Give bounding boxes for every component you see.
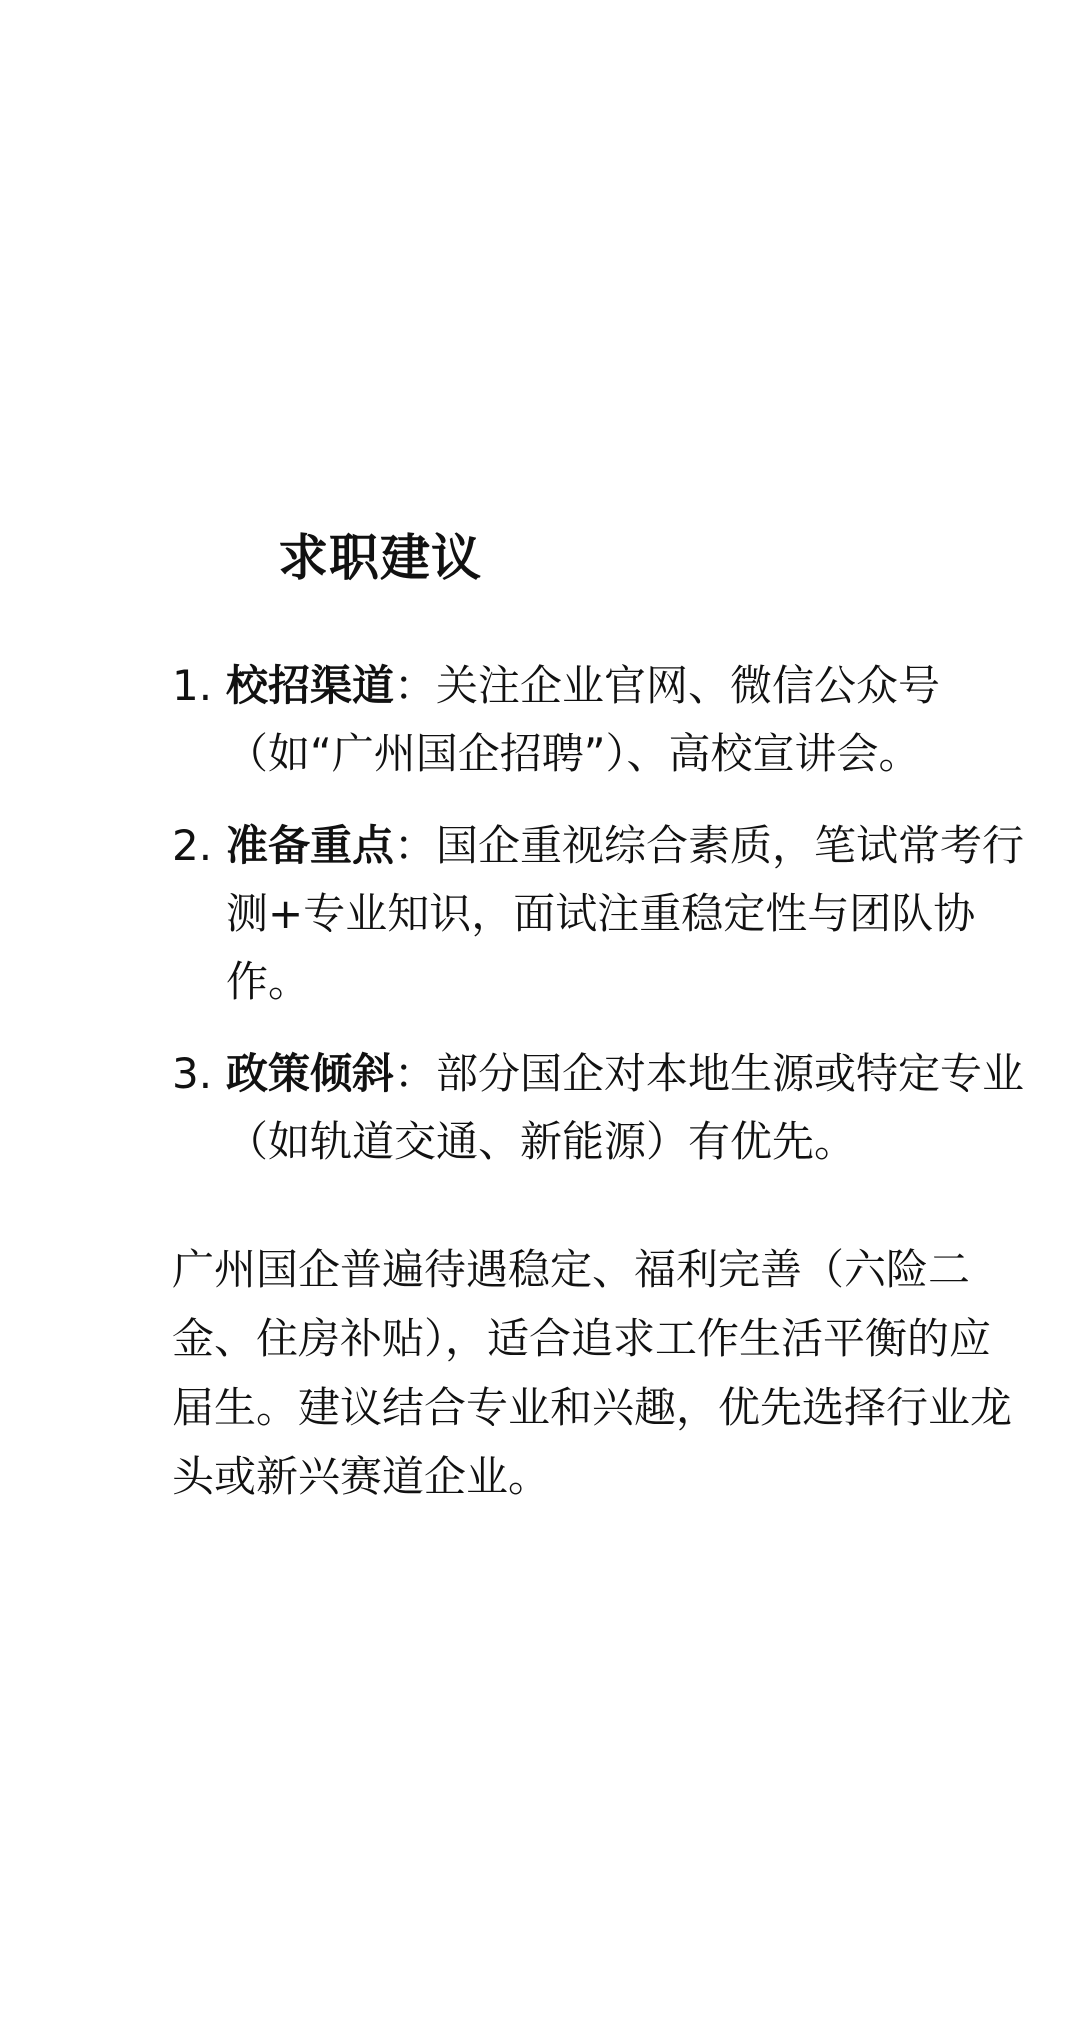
item-title: 准备重点 <box>226 821 395 870</box>
advice-item-2 <box>172 812 1032 1016</box>
summary-paragraph: 广州国企普遍待遇稳定、福利完善（六险二金、住房补贴），适合追求工作生活平衡的应届生。建议结合专业和兴趣，优先选择行业龙头或新兴赛道企业。 <box>172 1245 1013 1501</box>
item-colon: ： <box>394 821 437 870</box>
item-text: 部分国企对本地生源或特定专业（如轨道交通、新能源）有优先。 <box>226 1049 1025 1166</box>
item-colon: ： <box>394 1049 437 1098</box>
item-number: 2. <box>172 821 213 870</box>
advice-item-3 <box>172 1040 1032 1176</box>
item-colon: ： <box>394 661 437 710</box>
item-title: 政策倾斜 <box>226 1049 395 1098</box>
item-text: 关注企业官网、微信公众号（如“广州国企招聘”）、高校宣讲会。 <box>226 661 941 778</box>
item-number: 1. <box>172 661 213 710</box>
advice-list <box>172 652 1032 1200</box>
section-heading: 求职建议 <box>278 529 482 587</box>
item-number: 3. <box>172 1049 213 1098</box>
item-text: 国企重视综合素质，笔试常考行测+专业知识，面试注重稳定性与团队协作。 <box>226 821 1025 1006</box>
advice-item-1 <box>172 652 1032 788</box>
item-title: 校招渠道 <box>226 661 395 710</box>
